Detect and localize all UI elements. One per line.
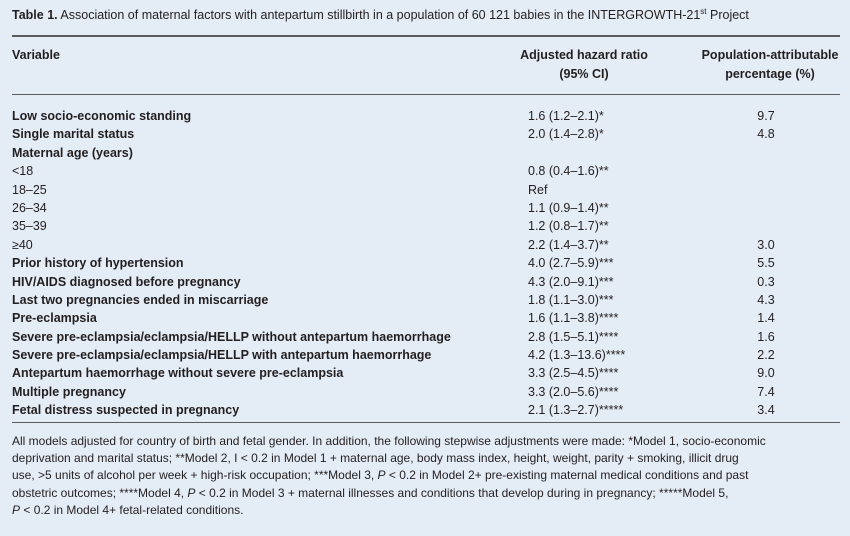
- row-hazard-ratio: 4.0 (2.7–5.9)***: [528, 256, 614, 271]
- row-hazard-ratio: 0.8 (0.4–1.6)**: [528, 164, 609, 179]
- row-variable: Fetal distress suspected in pregnancy: [12, 403, 240, 418]
- table-title-tail: Project: [706, 8, 749, 22]
- table-row: [12, 273, 840, 291]
- row-population-attributable: 4.8: [757, 127, 775, 142]
- footnote-line: use, >5 units of alcohol per week + high-risk occupation; ***Model 3, P < 0.2 in Model 2+ pre-existing maternal medical conditions and past: [12, 468, 749, 483]
- row-population-attributable: 9.0: [757, 366, 775, 381]
- row-population-attributable: 4.3: [757, 292, 775, 307]
- row-hazard-ratio: 1.6 (1.1–3.8)****: [528, 311, 619, 326]
- row-variable: 35–39: [12, 219, 47, 234]
- row-population-attributable: 5.5: [757, 256, 775, 271]
- row-population-attributable: 1.6: [757, 329, 775, 344]
- row-population-attributable: 9.7: [757, 109, 775, 123]
- table-row: [12, 162, 840, 180]
- row-hazard-ratio: 1.2 (0.8–1.7)**: [528, 219, 609, 234]
- table-row: [12, 107, 840, 125]
- row-hazard-ratio: 3.3 (2.0–5.6)****: [528, 384, 619, 399]
- row-population-attributable: 3.4: [757, 403, 775, 418]
- row-hazard-ratio: 2.2 (1.4–3.7)**: [528, 237, 609, 252]
- header-hazard-line1: Adjusted hazard ratio: [520, 48, 648, 62]
- row-population-attributable: 0.3: [757, 274, 775, 289]
- bottom-rule: [12, 422, 840, 423]
- table-row: [12, 254, 840, 272]
- row-variable: Prior history of hypertension: [12, 256, 184, 271]
- row-population-attributable: 3.0: [757, 237, 775, 252]
- header-hazard-line2: (95% CI): [559, 67, 609, 81]
- row-variable: 18–25: [12, 182, 47, 197]
- row-hazard-ratio: 2.8 (1.5–5.1)****: [528, 329, 619, 344]
- row-variable: Single marital status: [12, 127, 135, 142]
- row-variable: Severe pre-eclampsia/eclampsia/HELLP with antepartum haemorrhage: [12, 348, 432, 363]
- table-title: [12, 8, 749, 22]
- row-hazard-ratio: 1.6 (1.2–2.1)*: [528, 109, 604, 123]
- table-title-superscript: st: [700, 6, 707, 16]
- table-row: [12, 346, 840, 364]
- header-variable: Variable: [12, 48, 60, 62]
- row-population-attributable: 2.2: [757, 348, 775, 363]
- row-hazard-ratio: 1.1 (0.9–1.4)**: [528, 200, 609, 215]
- row-population-attributable: 1.4: [757, 311, 775, 326]
- table-row: [12, 199, 840, 217]
- table-body: [12, 107, 840, 420]
- footnote-line: obstetric outcomes; ****Model 4, P < 0.2 in Model 3 + maternal illnesses and conditions that develop during in pregnancy; *****Model 5,: [12, 485, 729, 500]
- table-title-text: Association of maternal factors with antepartum stillbirth in a population of 60 121 babies in the INTERGROWTH-21: [57, 8, 701, 22]
- header-rule: [12, 94, 840, 95]
- footnote-line: P < 0.2 in Model 4+ fetal-related conditions.: [12, 502, 244, 517]
- row-variable: Maternal age (years): [12, 145, 133, 160]
- row-hazard-ratio: Ref: [528, 182, 548, 197]
- row-hazard-ratio: 3.3 (2.5–4.5)****: [528, 366, 619, 381]
- table-label: Table 1.: [12, 8, 58, 22]
- table-row: [12, 309, 840, 327]
- row-hazard-ratio: 2.1 (1.3–2.7)*****: [528, 403, 624, 418]
- table-row: [12, 364, 840, 382]
- footnote-line: deprivation and marital status; **Model 2, I < 0.2 in Model 1 + maternal age, body mass index, height, weight, parity + smoking, illicit drug: [12, 451, 739, 466]
- row-variable: Multiple pregnancy: [12, 384, 126, 399]
- row-hazard-ratio: 4.3 (2.0–9.1)***: [528, 274, 614, 289]
- header-pap-line1: Population-attributable: [701, 48, 839, 62]
- row-hazard-ratio: 4.2 (1.3–13.6)****: [528, 348, 626, 363]
- header-population-attributable: [690, 46, 850, 84]
- row-hazard-ratio: 1.8 (1.1–3.0)***: [528, 292, 614, 307]
- row-hazard-ratio: 2.0 (1.4–2.8)*: [528, 127, 604, 142]
- footnote-line: All models adjusted for country of birth and fetal gender. In addition, the following stepwise adjustments were made: *Model 1, socio-economic: [12, 434, 766, 448]
- table-footnote: [12, 433, 840, 519]
- row-variable: Antepartum haemorrhage without severe pre-eclampsia: [12, 366, 344, 381]
- header-hazard-ratio: [510, 46, 658, 84]
- table-row: [12, 236, 840, 254]
- table-row: [12, 181, 840, 199]
- table-row: [12, 291, 840, 309]
- table-row: [12, 383, 840, 401]
- table-row: [12, 144, 840, 162]
- row-variable: Last two pregnancies ended in miscarriage: [12, 292, 269, 307]
- table-row: [12, 217, 840, 235]
- row-variable: ≥40: [12, 237, 33, 252]
- table-row: [12, 401, 840, 419]
- row-variable: 26–34: [12, 200, 47, 215]
- header-pap-line2: percentage (%): [725, 67, 815, 81]
- row-population-attributable: 7.4: [757, 384, 775, 399]
- row-variable: Low socio-economic standing: [12, 109, 192, 123]
- row-variable: <18: [12, 164, 34, 179]
- top-rule: [12, 35, 840, 37]
- row-variable: HIV/AIDS diagnosed before pregnancy: [12, 274, 241, 289]
- row-variable: Pre-eclampsia: [12, 311, 97, 326]
- table-row: [12, 328, 840, 346]
- row-variable: Severe pre-eclampsia/eclampsia/HELLP without antepartum haemorrhage: [12, 329, 451, 344]
- table-row: [12, 125, 840, 143]
